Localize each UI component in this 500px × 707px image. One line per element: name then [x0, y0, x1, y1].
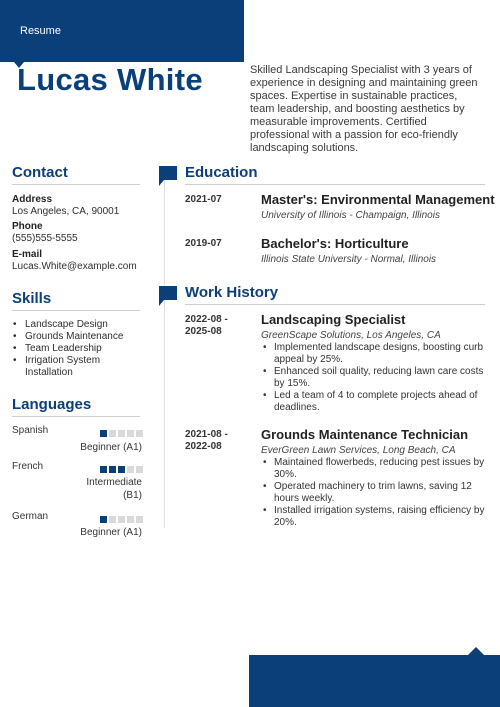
- rating-square-empty: [127, 466, 134, 473]
- skill-item: • Grounds Maintenance: [12, 331, 140, 343]
- duty-item: • Operated machinery to trim lawns, saving 12 hours weekly.: [261, 481, 485, 505]
- job-title: Grounds Maintenance Technician: [261, 427, 469, 442]
- skill-item: • Landscape Design: [12, 319, 140, 331]
- duty-item: • Enhanced soil quality, reducing lawn care costs by 15%.: [261, 366, 485, 390]
- education-degree: Master's: Environmental Management: [261, 192, 495, 207]
- education-flag-tail: [159, 180, 164, 186]
- skills-heading: Skills: [12, 290, 52, 307]
- rating-square-empty: [118, 430, 125, 437]
- contact-address: [12, 194, 119, 218]
- job-company: GreenScape Solutions, Los Angeles, CA: [261, 330, 441, 341]
- skill-item: • Irrigation System Installation: [12, 355, 140, 379]
- duty-item: • Installed irrigation systems, raising efficiency by 20%.: [261, 505, 485, 529]
- contact-email: [12, 249, 137, 273]
- rating-square-empty: [109, 516, 116, 523]
- job-date-end: 2022-08: [185, 441, 222, 452]
- phone-value: (555)555-5555: [12, 233, 78, 244]
- contact-heading: Contact: [12, 164, 68, 181]
- work-flag-tail: [159, 300, 164, 306]
- job-title: Landscaping Specialist: [261, 312, 406, 327]
- candidate-name: Lucas White: [17, 62, 203, 97]
- language-name: German: [12, 511, 49, 522]
- education-degree: Bachelor's: Horticulture: [261, 236, 409, 251]
- rating-square-empty: [118, 516, 125, 523]
- languages-rule: [12, 416, 140, 417]
- contact-rule: [12, 184, 140, 185]
- rating-square-empty: [109, 430, 116, 437]
- job-duties: [261, 457, 485, 529]
- education-flag-icon: [159, 166, 177, 180]
- work-heading: Work History: [185, 284, 279, 301]
- language-rating: [100, 516, 143, 523]
- rating-square-filled: [100, 430, 107, 437]
- skills-rule: [12, 310, 140, 311]
- language-name: Spanish: [12, 425, 49, 436]
- resume-label: Resume: [20, 25, 61, 37]
- job-date: [185, 314, 228, 338]
- rating-square-empty: [136, 466, 143, 473]
- address-value: Los Angeles, CA, 90001: [12, 206, 120, 217]
- rating-square-filled: [109, 466, 116, 473]
- work-flag-icon: [159, 286, 177, 300]
- address-label: Address: [12, 194, 53, 205]
- job-date-start: 2021-08 -: [185, 429, 228, 440]
- education-rule: [185, 184, 485, 185]
- language-name: French: [12, 461, 44, 472]
- language-rating: [100, 466, 143, 473]
- language-level: Beginner (A1): [80, 527, 142, 538]
- education-heading: Education: [185, 164, 258, 181]
- contact-phone: [12, 221, 78, 245]
- skill-item: • Team Leadership: [12, 343, 140, 355]
- rating-square-filled: [100, 516, 107, 523]
- professional-summary: Skilled Landscaping Specialist with 3 years of experience in designing and maintaining green spaces. Expertise in sustainable practices, team leadership, and boosting aesthetics by measurable improvements. Certified professional with a passion for eco-friendly landscaping solutions.: [250, 64, 478, 154]
- rating-square-empty: [127, 516, 134, 523]
- footer-band: [249, 655, 500, 707]
- timeline-line: [164, 178, 165, 528]
- language-level: Beginner (A1): [80, 442, 142, 453]
- language-level: Intermediate (B1): [86, 477, 142, 501]
- language-rating: [100, 430, 143, 437]
- phone-label: Phone: [12, 221, 43, 232]
- job-date-end: 2025-08: [185, 326, 222, 337]
- education-date: 2019-07: [185, 238, 222, 249]
- duty-item: • Maintained flowerbeds, reducing pest issues by 30%.: [261, 457, 485, 481]
- job-duties: [261, 342, 485, 414]
- rating-square-empty: [127, 430, 134, 437]
- duty-item: • Led a team of 4 to complete projects ahead of deadlines.: [261, 390, 485, 414]
- education-date: 2021-07: [185, 194, 222, 205]
- job-company: EverGreen Lawn Services, Long Beach, CA: [261, 445, 456, 456]
- rating-square-filled: [100, 466, 107, 473]
- email-value[interactable]: Lucas.White@example.com: [12, 261, 137, 272]
- footer-notch: [468, 647, 484, 655]
- rating-square-empty: [136, 516, 143, 523]
- job-date-start: 2022-08 -: [185, 314, 228, 325]
- education-school: University of Illinois - Champaign, Illinois: [261, 210, 440, 221]
- work-rule: [185, 304, 485, 305]
- job-date: [185, 429, 228, 453]
- skills-list: [12, 319, 140, 379]
- email-label: E-mail: [12, 249, 43, 260]
- rating-square-filled: [118, 466, 125, 473]
- rating-square-empty: [136, 430, 143, 437]
- duty-item: • Implemented landscape designs, boosting curb appeal by 25%.: [261, 342, 485, 366]
- languages-heading: Languages: [12, 396, 92, 413]
- education-school: Illinois State University - Normal, Illinois: [261, 254, 437, 265]
